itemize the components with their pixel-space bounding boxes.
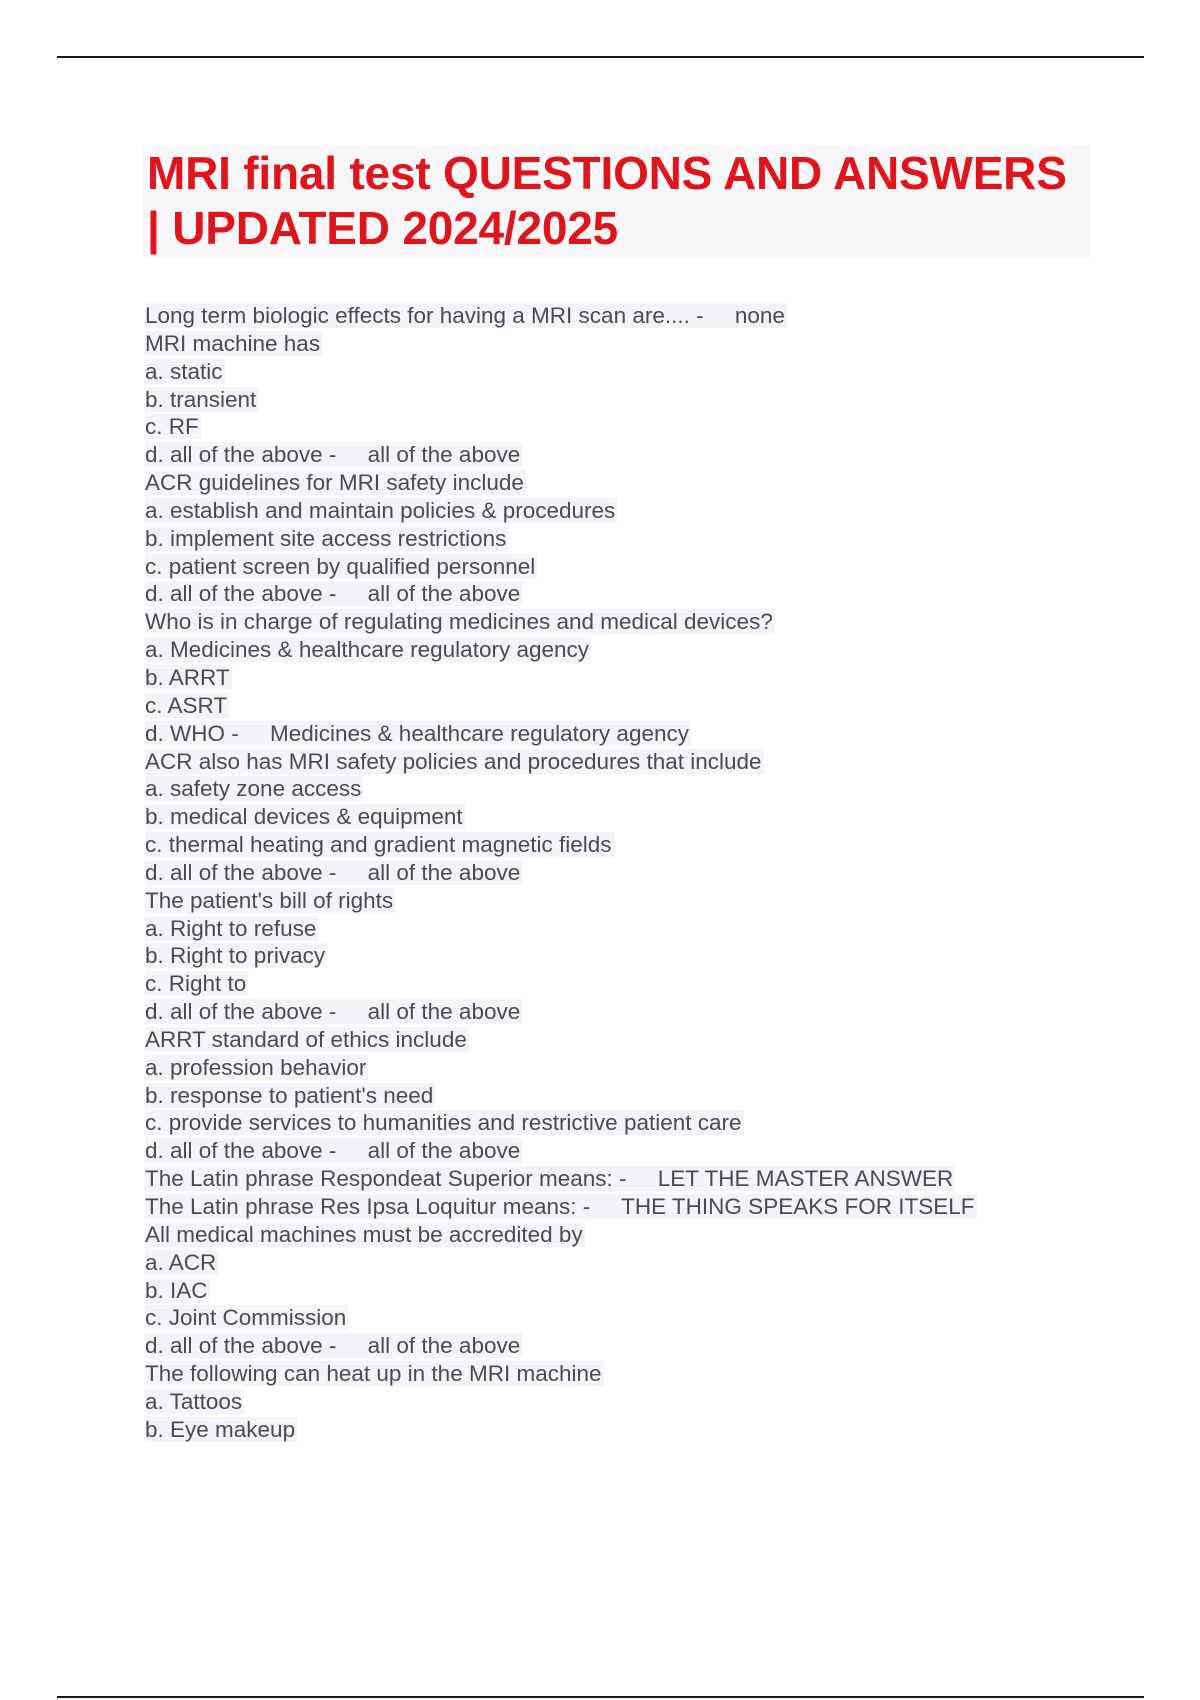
qa-line: c. thermal heating and gradient magnetic fields <box>145 832 612 858</box>
qa-line: a. safety zone access <box>145 776 362 802</box>
qa-line: c. ASRT <box>145 692 228 718</box>
qa-line: b. response to patient's need <box>145 1082 434 1108</box>
document-title: MRI final test QUESTIONS AND ANSWERS | UPDATED 2024/2025 <box>147 147 1067 254</box>
footer-rule <box>57 1696 1144 1698</box>
qa-line: a. establish and maintain policies & procedures <box>145 497 616 523</box>
qa-line: The following can heat up in the MRI machine <box>145 1361 602 1387</box>
qa-line: d. all of the above - all of the above <box>145 999 521 1025</box>
qa-line: a. Tattoos <box>145 1388 243 1414</box>
qa-line: b. implement site access restrictions <box>145 525 507 551</box>
qa-line: d. all of the above - all of the above <box>145 1333 521 1359</box>
qa-line: d. all of the above - all of the above <box>145 1138 521 1164</box>
qa-line: ACR guidelines for MRI safety include <box>145 470 524 496</box>
qa-line: a. profession behavior <box>145 1054 367 1080</box>
qa-line: d. WHO - Medicines & healthcare regulatory agency <box>145 720 689 746</box>
qa-line: The Latin phrase Respondeat Superior means: - LET THE MASTER ANSWER <box>145 1166 954 1192</box>
qa-line: d. all of the above - all of the above <box>145 442 521 468</box>
qa-line: b. IAC <box>145 1277 208 1303</box>
qa-line: The patient's bill of rights <box>145 887 394 913</box>
qa-line: ACR also has MRI safety policies and procedures that include <box>145 748 762 774</box>
qa-line: c. patient screen by qualified personnel <box>145 553 536 579</box>
qa-line: d. all of the above - all of the above <box>145 859 521 885</box>
qa-line: b. medical devices & equipment <box>145 804 463 830</box>
qa-line: All medical machines must be accredited by <box>145 1221 583 1247</box>
qa-line: Long term biologic effects for having a MRI scan are.... - none <box>145 303 785 328</box>
qa-line: b. Eye makeup <box>145 1416 296 1442</box>
qa-line: d. all of the above - all of the above <box>145 581 521 607</box>
qa-line: b. transient <box>145 386 257 412</box>
qa-line: ARRT standard of ethics include <box>145 1026 467 1052</box>
qa-line: The Latin phrase Res Ipsa Loquitur means: - THE THING SPEAKS FOR ITSELF <box>145 1194 975 1219</box>
qa-line: c. Right to <box>145 971 247 997</box>
qa-line: a. static <box>145 358 223 384</box>
qa-line: MRI machine has <box>145 330 321 356</box>
qa-line: c. RF <box>145 414 199 440</box>
header-rule <box>57 56 1144 58</box>
qa-line: a. Medicines & healthcare regulatory agency <box>145 637 590 663</box>
qa-list <box>145 302 1145 1444</box>
qa-line: b. Right to privacy <box>145 943 326 969</box>
qa-line: a. ACR <box>145 1249 217 1275</box>
qa-line: c. Joint Commission <box>145 1305 347 1331</box>
qa-line: b. ARRT <box>145 664 230 690</box>
qa-line: a. Right to refuse <box>145 915 317 941</box>
qa-line: c. provide services to humanities and restrictive patient care <box>145 1110 742 1136</box>
qa-line: Who is in charge of regulating medicines and medical devices? <box>145 609 773 635</box>
